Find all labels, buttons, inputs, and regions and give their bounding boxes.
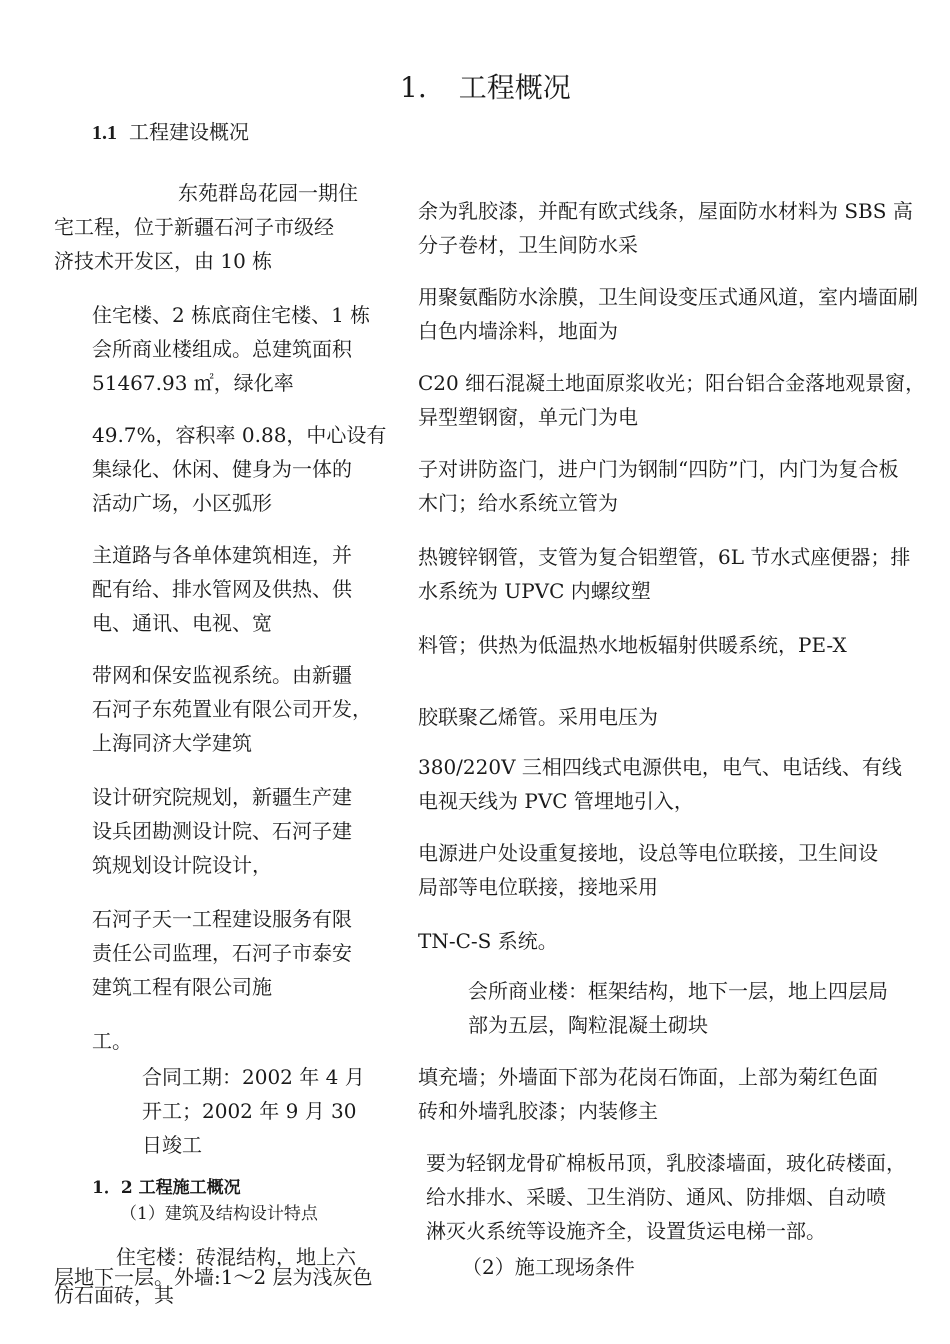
text-line: 会所商业楼：框架结构，地下一层，地上四层局 <box>468 979 888 1003</box>
left-para-5 <box>92 658 372 760</box>
section-number: 1.1 <box>92 122 117 144</box>
subsection-heading-2 <box>462 1250 635 1284</box>
right-para-8 <box>418 836 878 904</box>
right-para-3 <box>418 452 898 520</box>
text-line: 部为五层，陶粒混凝土砌块 <box>468 1013 708 1037</box>
text-line: 用聚氨酯防水涂膜，卫生间设变压式通风道，室内墙面刷 <box>418 285 918 309</box>
left-para-1 <box>54 210 334 278</box>
right-para-1 <box>418 280 918 348</box>
text-line: 筑规划设计院设计， <box>92 853 272 877</box>
text-line: 主道路与各单体建筑相连，并 <box>92 543 352 567</box>
right-para-11 <box>418 1060 878 1128</box>
text-line: 济技术开发区，由 10 栋 <box>54 249 273 273</box>
overlap-line-a: 住宅楼：砖混结构，地上六 <box>116 1245 356 1269</box>
text-line: 工。 <box>92 1029 132 1053</box>
text-line: 电视天线为 PVC 管埋地引入， <box>418 789 694 813</box>
overlap-line-c: 仿石面砖，其 <box>54 1283 174 1307</box>
text-line: 异型塑钢窗，单元门为电 <box>418 405 638 429</box>
text-line: C20 细石混凝土地面原浆收光；阳台铝合金落地观景窗， <box>418 371 926 395</box>
text-line: 填充墙；外墙面下部为花岗石饰面，上部为菊红色面 <box>418 1065 878 1089</box>
left-para-9 <box>142 1060 365 1162</box>
text-line: 淋灭火系统等设施齐全，设置货运电梯一部。 <box>426 1219 826 1243</box>
text-line: 石河子天一工程建设服务有限 <box>92 907 352 931</box>
text-line: 设计研究院规划，新疆生产建 <box>92 785 352 809</box>
left-para-8 <box>92 1024 132 1058</box>
text-line: 宅工程，位于新疆石河子市级经 <box>54 215 334 239</box>
text-line: 局部等电位联接，接地采用 <box>418 875 658 899</box>
text-line: 白色内墙涂料，地面为 <box>418 319 618 343</box>
text-line: 子对讲防盗门，进户门为钢制“四防”门，内门为复合板 <box>418 457 899 481</box>
title-text: 工程概况 <box>458 71 571 104</box>
text-line: 合同工期：2002 年 4 月 <box>142 1065 365 1089</box>
text-line: 热镀锌钢管，支管为复合铝塑管，6L 节水式座便器；排 <box>418 545 911 569</box>
text-line: 要为轻钢龙骨矿棉板吊顶，乳胶漆墙面，玻化砖楼面， <box>426 1151 906 1175</box>
right-para-10 <box>468 974 888 1042</box>
right-para-2 <box>418 366 925 434</box>
text-line: 住宅楼、2 栋底商住宅楼、1 栋 <box>92 303 371 327</box>
text-line: 上海同济大学建筑 <box>92 731 252 755</box>
document-title <box>400 68 571 108</box>
right-para-6 <box>418 700 658 734</box>
text-line: 水系统为 UPVC 内螺纹塑 <box>418 579 651 603</box>
text-line: 东苑群岛花园一期住 <box>178 181 358 205</box>
text-line: 380/220V 三相四线式电源供电，电气、电话线、有线 <box>418 755 902 779</box>
text-line: 49.7%，容积率 0.88，中心设有 <box>92 423 387 447</box>
text-line: 给水排水、采暖、卫生消防、通风、防排烟、自动喷 <box>426 1185 886 1209</box>
subsection-heading-1: （1）建筑及结构设计特点 <box>120 1204 318 1224</box>
text-line: 日竣工 <box>142 1133 202 1157</box>
right-para-12 <box>426 1146 906 1248</box>
text-line: 带网和保安监视系统。由新疆 <box>92 663 352 687</box>
right-para-9 <box>418 924 558 958</box>
left-para-6 <box>92 780 352 882</box>
text-line: 51467.93 ㎡，绿化率 <box>92 371 294 395</box>
overlap-line-b: 层地下一层。外墙:1～2 层为浅灰色 <box>54 1265 373 1289</box>
left-para-0 <box>178 176 358 210</box>
section-heading-1-2: 1．2 工程施工概况 <box>92 1178 241 1198</box>
text-line: 活动广场，小区弧形 <box>92 491 272 515</box>
text-line: 木门；给水系统立管为 <box>418 491 618 515</box>
right-para-4 <box>418 540 910 608</box>
text-line: 分子卷材，卫生间防水采 <box>418 233 638 257</box>
left-para-2 <box>92 298 370 400</box>
section-heading-1-1 <box>92 118 249 147</box>
text-line: 配有给、排水管网及供热、供 <box>92 577 352 601</box>
left-para-4 <box>92 538 352 640</box>
text-line: 电、通讯、电视、宽 <box>92 611 272 635</box>
text-line: 料管；供热为低温热水地板辐射供暖系统，PE-X <box>418 633 847 657</box>
right-para-7 <box>418 750 902 818</box>
text-line: 会所商业楼组成。总建筑面积 <box>92 337 352 361</box>
text-line: 胶联聚乙烯管。采用电压为 <box>418 705 658 729</box>
left-para-3 <box>92 418 386 520</box>
right-para-0 <box>418 194 913 262</box>
text-line: 建筑工程有限公司施 <box>92 975 272 999</box>
text-line: （2）施工现场条件 <box>462 1255 635 1279</box>
text-line: TN-C-S 系统。 <box>418 929 558 953</box>
text-line: 集绿化、休闲、健身为一体的 <box>92 457 352 481</box>
text-line: 设兵团勘测设计院、石河子建 <box>92 819 352 843</box>
left-para-7 <box>92 902 352 1004</box>
right-para-5 <box>418 628 847 662</box>
section-title: 工程建设概况 <box>129 120 249 144</box>
text-line: 石河子东苑置业有限公司开发， <box>92 697 372 721</box>
text-line: 砖和外墙乳胶漆；内装修主 <box>418 1099 658 1123</box>
title-number: 1. <box>400 71 427 104</box>
text-line: 余为乳胶漆，并配有欧式线条，屋面防水材料为 SBS 高 <box>418 199 913 223</box>
text-line: 开工；2002 年 9 月 30 <box>142 1099 357 1123</box>
text-line: 电源进户处设重复接地，设总等电位联接，卫生间设 <box>418 841 878 865</box>
text-line: 责任公司监理，石河子市泰安 <box>92 941 352 965</box>
